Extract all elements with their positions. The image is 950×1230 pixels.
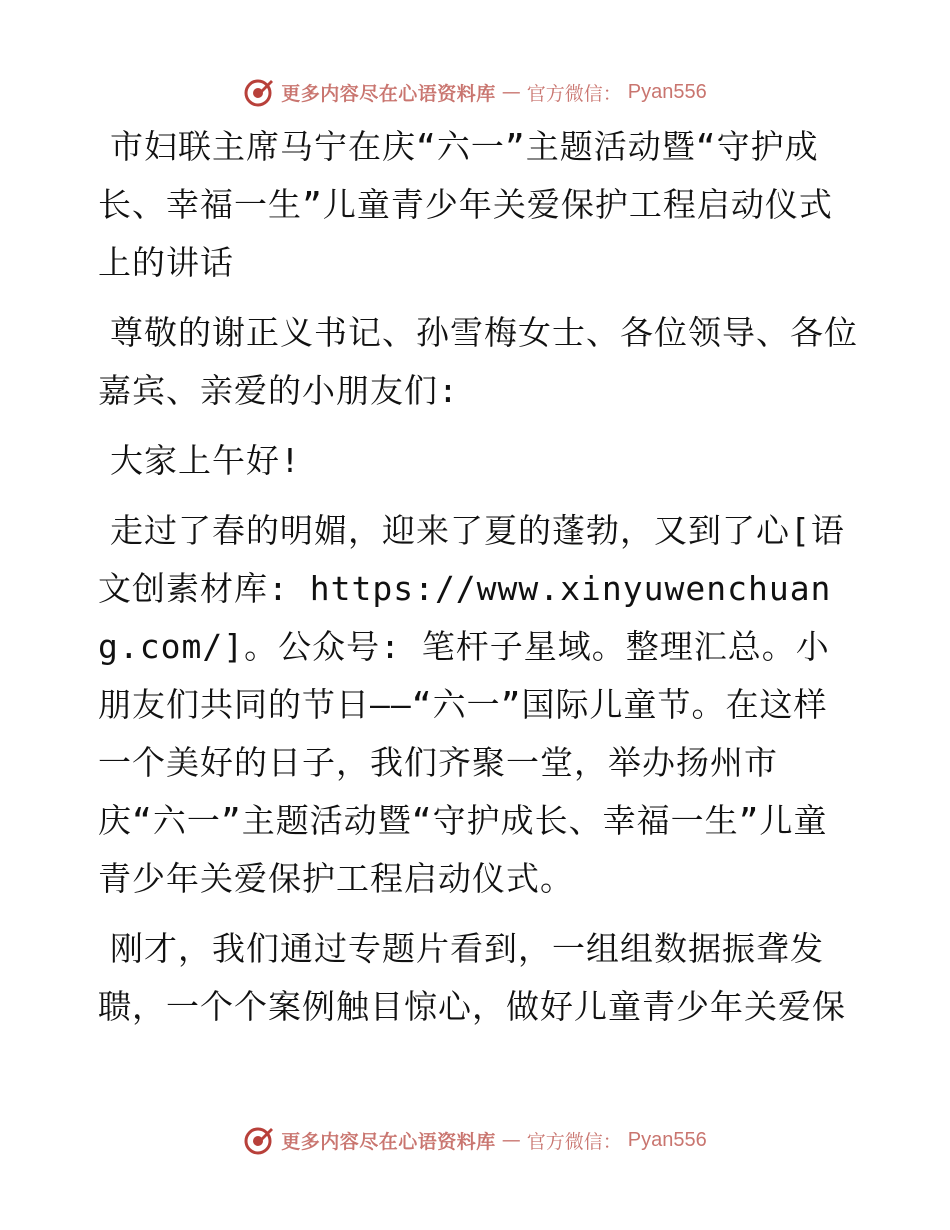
banner-contact-label: 官方微信： bbox=[526, 82, 622, 105]
banner-contact-id: Pyan556 bbox=[627, 1128, 707, 1151]
paragraph-1: 走过了春的明媚，迎来了夏的蓬勃，又到了心[语文创素材库: https://www.xinyuwenchuang.com/]。公众号: 笔杆子星域。整理汇总。小朋友们共同的节日——“六一”国际儿童节。在这样一个美好的日子，我们齐聚一堂，举办扬州市庆“六一”主题活动暨“守护成长、幸福一生”儿童青少年关爱保护工程启动仪式。 bbox=[98, 511, 845, 898]
footer-banner bbox=[0, 1118, 950, 1162]
banner-site-text: 更多内容尽在心语资料库 bbox=[281, 1130, 496, 1153]
banner-contact-id: Pyan556 bbox=[627, 80, 707, 103]
header-banner bbox=[0, 70, 950, 114]
quill-logo-icon bbox=[243, 1124, 275, 1156]
document-body bbox=[98, 118, 858, 1048]
quill-logo-icon bbox=[243, 76, 275, 108]
document-title: 市妇联主席马宁在庆“六一”主题活动暨“守护成长、幸福一生”儿童青少年关爱保护工程启动仪式上的讲话 bbox=[98, 127, 833, 282]
greeting: 大家上午好! bbox=[110, 441, 301, 480]
paragraph-2: 刚才，我们通过专题片看到，一组组数据振聋发聩，一个个案例触目惊心，做好儿童青少年关爱保 bbox=[98, 929, 846, 1026]
banner-separator: — bbox=[501, 1129, 521, 1151]
salutation: 尊敬的谢正义书记、孙雪梅女士、各位领导、各位嘉宾、亲爱的小朋友们: bbox=[98, 313, 858, 410]
banner-contact-label: 官方微信： bbox=[526, 1130, 622, 1153]
banner-site-text: 更多内容尽在心语资料库 bbox=[281, 82, 496, 105]
banner-separator: — bbox=[501, 81, 521, 103]
